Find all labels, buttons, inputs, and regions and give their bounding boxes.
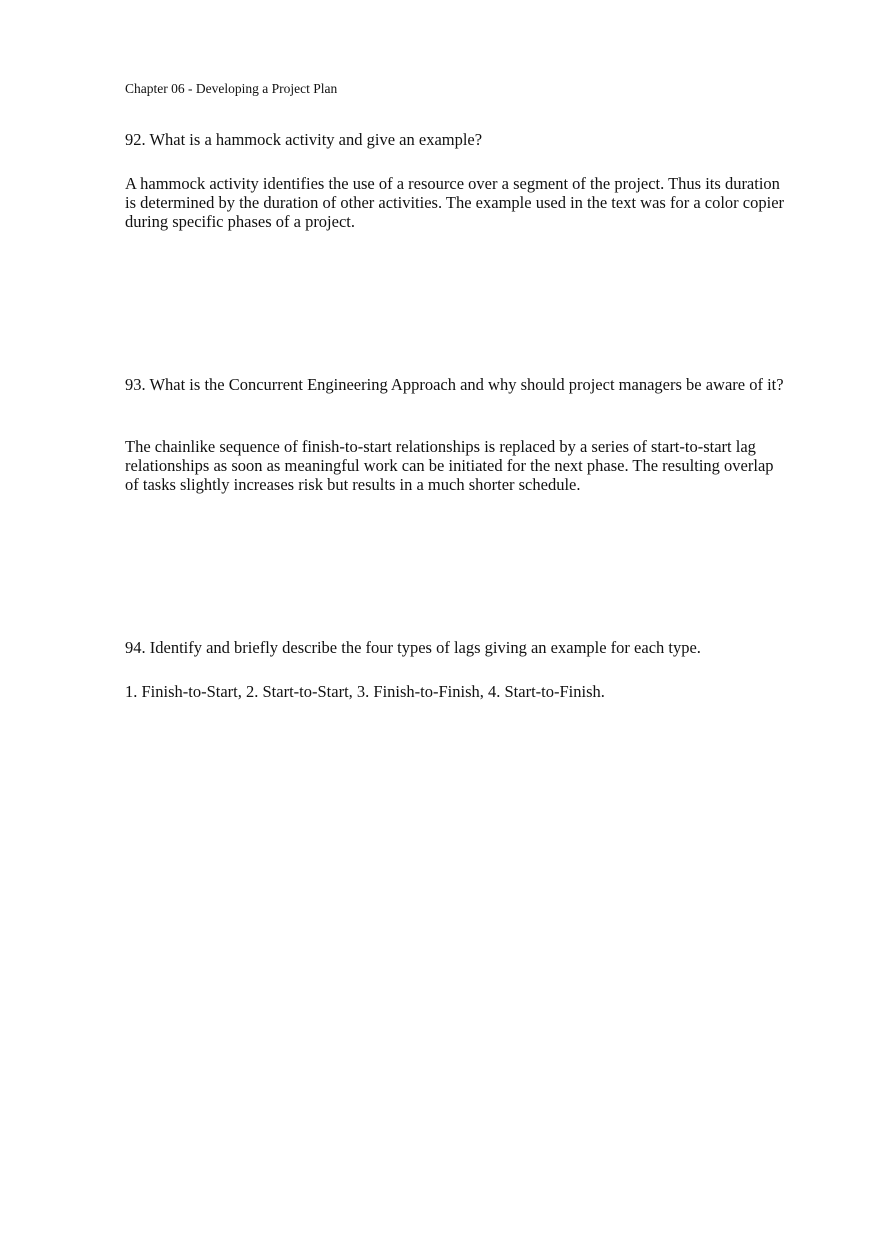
question-92: 92. What is a hammock activity and give an example? (125, 130, 483, 149)
answer-94: 1. Finish-to-Start, 2. Start-to-Start, 3. Finish-to-Finish, 4. Start-to-Finish. (125, 682, 605, 701)
answer-92: A hammock activity identifies the use of a resource over a segment of the project. Thus its duration is determined by the duration of other activities. The example used in the text was for a color copier during specific phases of a project. (125, 174, 785, 231)
answer-93: The chainlike sequence of finish-to-start relationships is replaced by a series of start-to-start lag relationships as soon as meaningful work can be initiated for the next phase. The resulting overlap of tasks slightly increases risk but results in a much shorter schedule. (125, 437, 774, 494)
question-94: 94. Identify and briefly describe the four types of lags giving an example for each type. (125, 638, 701, 657)
chapter-header: Chapter 06 - Developing a Project Plan (125, 81, 338, 96)
question-93: 93. What is the Concurrent Engineering Approach and why should project managers be aware of it? (125, 375, 784, 394)
